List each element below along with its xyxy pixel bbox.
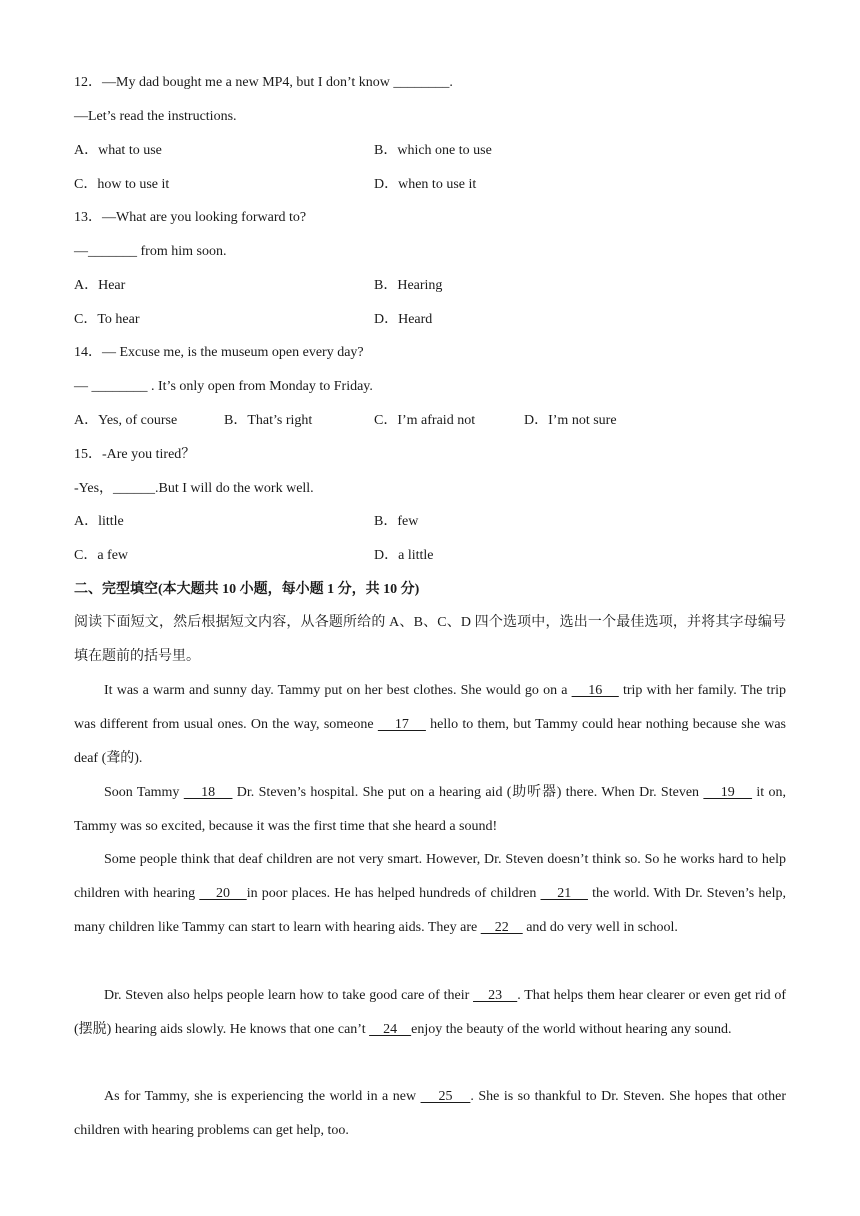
blank-16: 16 xyxy=(571,683,619,698)
passage-text: Dr. Steven also helps people learn how to take good care of their xyxy=(104,988,474,1003)
blank-21: 21 xyxy=(540,886,588,901)
question-13-option-c: C．To hear xyxy=(74,312,140,327)
question-15-option-a: A．little xyxy=(74,514,124,529)
passage-text: Soon Tammy xyxy=(104,785,184,800)
question-13-option-d: D．Heard xyxy=(374,312,433,327)
section-title: 二、完型填空(本大题共 10 小题，每小题 1 分，共 10 分) xyxy=(74,582,420,597)
question-15-option-b: B．few xyxy=(374,514,419,529)
blank-18: 18 xyxy=(183,785,233,800)
question-12-reply: —Let’s read the instructions. xyxy=(74,109,237,124)
question-12-stem: 12．—My dad bought me a new MP4, but I don’t know ________. xyxy=(74,75,453,90)
passage-text: and do very well in school. xyxy=(522,920,678,935)
question-14-reply: — ________ . It’s only open from Monday to Friday. xyxy=(74,379,373,394)
passage-text: the world. With Dr. Steven’s help, many children like Tammy can start to learn with hearing aids. They are xyxy=(74,886,787,935)
question-13-reply: —_______ from him soon. xyxy=(74,244,227,259)
passage-text: it on, Tammy was so excited, because it was the first time that she heard a sound! xyxy=(74,785,787,834)
blank-20: 20 xyxy=(199,886,247,901)
question-15-reply: -Yes，______.But I will do the work well. xyxy=(74,481,314,496)
passage-paragraph-1 xyxy=(74,674,786,776)
question-12-option-c: C．how to use it xyxy=(74,177,170,192)
passage-text: Some people think that deaf children are not very smart. However, Dr. Steven doesn’t think so. So he works hard to help children with hearing xyxy=(74,852,786,901)
blank-24: 24 xyxy=(369,1022,412,1037)
question-13-option-b: B．Hearing xyxy=(374,278,443,293)
question-13-option-a: A．Hear xyxy=(74,278,126,293)
blank-17: 17 xyxy=(377,717,426,732)
passage-paragraph-2 xyxy=(74,776,786,844)
question-15-option-c: C．a few xyxy=(74,548,129,563)
question-14-option-d: D．I’m not sure xyxy=(524,413,617,428)
question-14-option-b: B．That’s right xyxy=(224,413,313,428)
passage-text: . That helps them hear clearer or even get rid of (摆脱) hearing aids slowly. He knows that one can’t xyxy=(74,988,787,1037)
passage-text: enjoy the beauty of the world without hearing any sound. xyxy=(411,1022,732,1037)
passage-paragraph-5 xyxy=(74,1080,786,1148)
passage-paragraph-4 xyxy=(74,979,786,1047)
question-14-option-a: A．Yes, of course xyxy=(74,413,178,428)
blank-23: 23 xyxy=(473,988,518,1003)
passage-text: . She is so thankful to Dr. Steven. She hopes that other children with hearing problems can get help, too. xyxy=(74,1089,787,1138)
question-12-option-b: B．which one to use xyxy=(374,143,492,158)
question-13-stem: 13．—What are you looking forward to? xyxy=(74,210,307,225)
blank-25: 25 xyxy=(420,1089,471,1104)
passage-text: hello to them, but Tammy could hear nothing because she was deaf (聋的). xyxy=(74,717,786,766)
blank-19: 19 xyxy=(703,785,753,800)
question-14-stem: 14．— Excuse me, is the museum open every day? xyxy=(74,345,364,360)
question-15-stem: 15．-Are you tired？ xyxy=(74,447,196,462)
question-15-option-d: D．a little xyxy=(374,548,434,563)
passage-text: It was a warm and sunny day. Tammy put on her best clothes. She would go on a xyxy=(104,683,572,698)
passage-paragraph-3 xyxy=(74,843,786,945)
blank-22: 22 xyxy=(480,920,523,935)
passage-text: in poor places. He has helped hundreds of children xyxy=(246,886,541,901)
passage-text: As for Tammy, she is experiencing the world in a new xyxy=(104,1089,421,1104)
question-12-option-d: D．when to use it xyxy=(374,177,477,192)
passage-text: trip with her family. The trip was different from usual ones. On the way, someone xyxy=(74,683,786,732)
section-instruction: 阅读下面短文，然后根据短文内容，从各题所给的 A、B、C、D 四个选项中，选出一个最佳选项，并将其字母编号填在题前的括号里。 xyxy=(74,615,786,664)
question-14-option-c: C．I’m afraid not xyxy=(374,413,476,428)
question-12-option-a: A．what to use xyxy=(74,143,162,158)
passage-text: Dr. Steven’s hospital. She put on a hearing aid (助听器) there. When Dr. Steven xyxy=(232,785,704,800)
